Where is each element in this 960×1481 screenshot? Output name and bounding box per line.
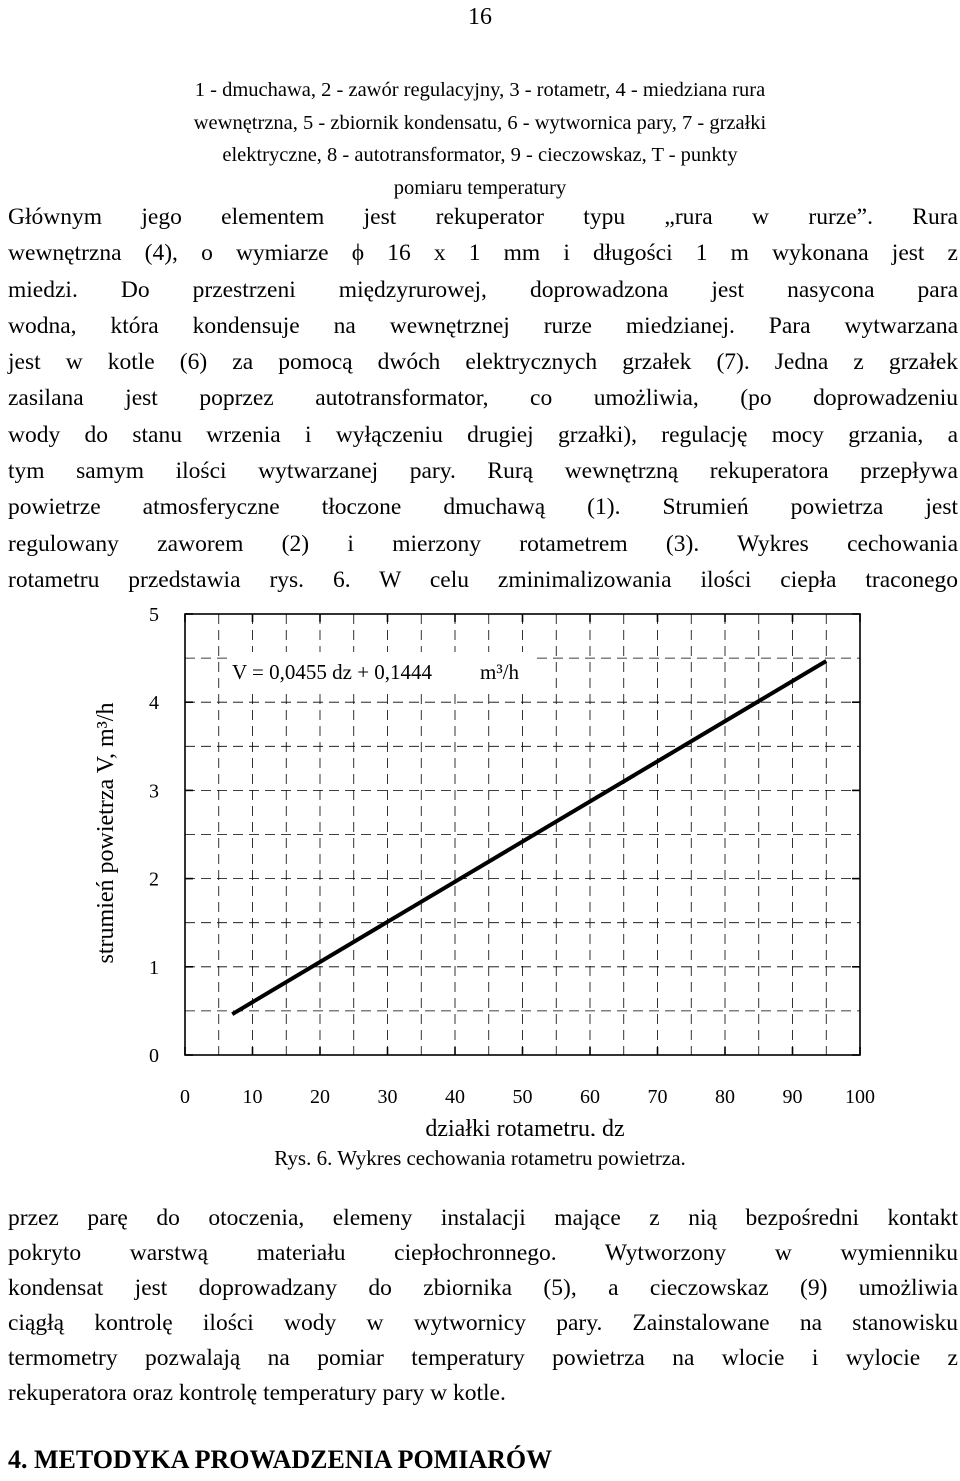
y-tick-label: 4 [149, 692, 159, 715]
equation-text: V = 0,0455 dz + 0,1444 [232, 660, 433, 684]
chart-svg [0, 596, 960, 1136]
paragraph-line: Głównym jego elementem jest rekuperator typu „rura w rurze”. Rura [8, 204, 958, 230]
x-axis-title: działki rotametru, dz [425, 1116, 625, 1136]
x-tick-label: 80 [715, 1086, 735, 1108]
x-tick-label: 70 [647, 1086, 668, 1108]
x-tick-label: 30 [377, 1086, 398, 1108]
y-tick-label: 1 [149, 956, 159, 979]
body-paragraph-2 [8, 1201, 958, 1412]
paragraph-line: termometry pozwalają na pomiar temperatury powietrza na wlocie i wylocie z [8, 1345, 958, 1372]
calibration-chart [0, 596, 960, 1141]
paragraph-line: rotametru przedstawia rys. 6. W celu zminimalizowania ilości ciepła traconego [8, 566, 958, 593]
y-axis-title: strumień powietrza V, m³/h [93, 702, 119, 964]
caption-line: pomiaru temperatury [393, 176, 567, 199]
page-number: 16 [468, 4, 492, 30]
paragraph-line: zasilana jest poprzez autotransformator, co umożliwia, (po doprowadzeniu [8, 385, 958, 412]
paragraph-line: wody do stanu wrzenia i wyłączeniu drugiej grzałki), regulację mocy grzania, a [8, 421, 958, 448]
equation-unit: m³/h [480, 660, 519, 684]
y-tick-label: 2 [149, 868, 159, 891]
calibration-line [232, 661, 826, 1014]
caption-line: elektryczne, 8 - autotransformator, 9 - cieczowskaz, T - punkty [222, 144, 738, 166]
data-series [232, 661, 826, 1014]
x-tick-label: 90 [782, 1086, 803, 1108]
paragraph-line: kondensat jest doprowadzany do zbiornika (5), a cieczowskaz (9) umożliwia [8, 1275, 958, 1302]
x-tick-label: 50 [512, 1086, 533, 1108]
caption-line: wewnętrzna, 5 - zbiornik kondensatu, 6 - wytwornica pary, 7 - grzałki [193, 111, 767, 134]
y-tick-label: 0 [149, 1045, 159, 1067]
paragraph-line: tym samym ilości wytwarzanej pary. Rurą wewnętrzną rekuperatora przepływa [8, 458, 958, 485]
figure-caption: Rys. 6. Wykres cechowania rotametru powietrza. [274, 1146, 686, 1170]
equation-annotation [230, 652, 535, 688]
body-paragraph-1 [8, 199, 958, 598]
y-tick-label: 5 [149, 604, 159, 626]
paragraph-line: rekuperatora oraz kontrolę temperatury pary w kotle. [8, 1380, 506, 1407]
x-tick-label: 20 [310, 1086, 330, 1108]
paragraph-line: przez parę do otoczenia, elemeny instalacji mające z nią bezpośredni kontakt [8, 1205, 958, 1231]
paragraph-line: pokryto warstwą materiału ciepłochronnego. Wytworzony w wymienniku [8, 1240, 958, 1267]
caption-line: 1 - dmuchawa, 2 - zawór regulacyjny, 3 - rotametr, 4 - miedziana rura [194, 79, 766, 101]
x-tick-label: 60 [580, 1086, 600, 1108]
paragraph-line: jest w kotle (6) za pomocą dwóch elektrycznych grzałek (7). Jedna z grzałek [8, 349, 958, 376]
x-tick-label: 40 [445, 1086, 465, 1108]
section-heading: 4. METODYKA PROWADZENIA POMIARÓW [8, 1445, 553, 1474]
paragraph-line: ciągłą kontrolę ilości wody w wytwornicy pary. Zainstalowane na stanowisku [8, 1310, 958, 1337]
x-tick-label: 0 [180, 1086, 190, 1108]
paragraph-line: wewnętrzna (4), o wymiarze ϕ 16 x 1 mm i długości 1 m wykonana jest z [8, 240, 958, 267]
x-tick-label: 10 [242, 1086, 263, 1108]
paragraph-line: wodna, która kondensuje na wewnętrznej rurze miedzianej. Para wytwarzana [8, 312, 958, 339]
paragraph-line: powietrze atmosferyczne tłoczone dmuchawą (1). Strumień powietrza jest [8, 494, 958, 521]
paragraph-line: miedzi. Do przestrzeni międzyrurowej, doprowadzona jest nasycona para [8, 276, 958, 303]
y-tick-label: 3 [149, 780, 159, 803]
axis-titles [93, 703, 625, 1136]
figure-legend-caption [60, 74, 900, 204]
x-tick-label: 100 [845, 1086, 875, 1108]
paragraph-line: regulowany zaworem (2) i mierzony rotametrem (3). Wykres cechowania [8, 530, 958, 557]
